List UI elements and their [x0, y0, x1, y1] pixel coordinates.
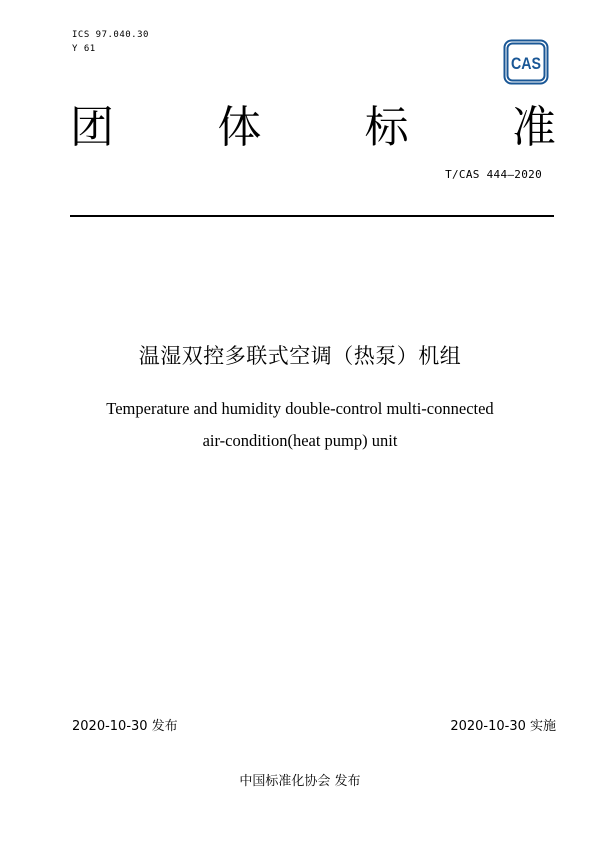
- publisher: 中国标准化协会 发布: [239, 774, 361, 789]
- title-char-1: 团: [70, 102, 114, 153]
- title-char-3: 标: [364, 102, 409, 153]
- logo-text: CAS: [511, 54, 541, 73]
- title-char-4: 准: [511, 102, 556, 153]
- document-title-en: [0, 393, 600, 457]
- title-char-2: 体: [217, 102, 262, 153]
- standard-code: T/CAS 444—2020: [445, 168, 542, 181]
- cas-logo-icon: [503, 39, 549, 85]
- title-en-line-2: air-condition(heat pump) unit: [202, 431, 398, 450]
- header-divider: [70, 215, 554, 217]
- ics-classification: [72, 28, 149, 56]
- document-title-zh: 温湿双控多联式空调（热泵）机组: [138, 344, 462, 368]
- ics-code: ICS 97.040.30: [72, 30, 149, 40]
- class-code: Y 61: [72, 44, 96, 54]
- issue-date: 2020-10-30 发布: [72, 719, 178, 734]
- document-type-title: [70, 100, 556, 156]
- title-en-line-1: Temperature and humidity double-control multi-connected: [106, 399, 494, 418]
- implementation-date: 2020-10-30 实施: [450, 719, 556, 734]
